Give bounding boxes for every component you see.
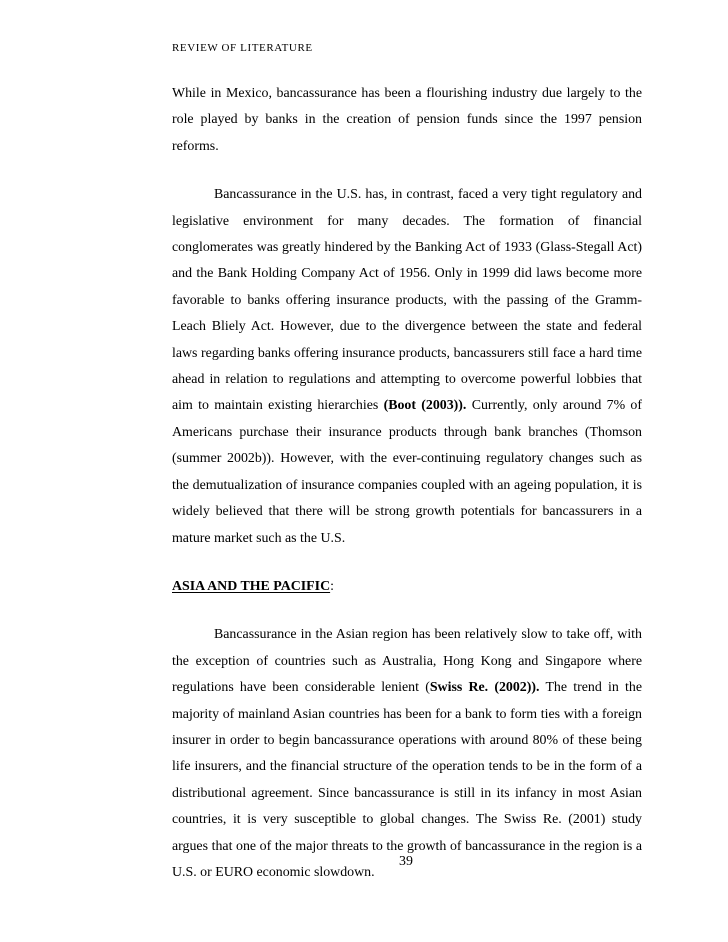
section-heading-text: ASIA AND THE PACIFIC (172, 578, 331, 594)
paragraph-text: Bancassurance in the U.S. has, in contrast, faced a very tight regulatory and legislative environment for many decades. The formation of financial conglomerates was greatly hindered by the Banking Act of 1933 (Glass-Stegall Act) and the Bank Holding Company Act of 1956. Only in 1999 did laws become more favorable to banks offering insurance products, with the passing of the Gramm-Leach Bliely Act. However, due to the divergence between the state and federal laws regarding banks offering insurance products, bancassurers still face a hard time ahead in relation to regulations and attempting to overcome powerful lobbies that aim to maintain existing hierarchies (172, 187, 642, 414)
paragraph-text: The trend in the majority of mainland Asian countries has been for a bank to form ties with a foreign insurer in order to begin bancassurance operations with around 80% of these being life insurers, and the financial structure of the operation tends to be in the form of a distributional agreement. Since bancassurance is still in its infancy in most Asian countries, it is very susceptible to global changes. The Swiss Re. (2001) study argues that one of the major threats to the growth of bancassurance in the region is a U.S. or EURO economic slowdown. (172, 680, 642, 880)
citation-swiss-re: Swiss Re. (2002)). (429, 680, 540, 696)
paragraph-gap (172, 552, 642, 574)
paragraph-asia (172, 622, 642, 886)
paragraph-gap (172, 600, 642, 622)
paragraph-gap (172, 160, 642, 182)
document-body (172, 81, 642, 886)
paragraph-text: Bancassurance in the Asian region has been relatively slow to take off, with the exception of countries such as Australia, Hong Kong and Singapore where regulations have been considerable lenient ( (172, 627, 642, 696)
citation-boot: (Boot (2003)). (383, 398, 467, 414)
paragraph-text: Currently, only around 7% of Americans purchase their insurance products through bank branches (Thomson (summer 2002b)). However, with the ever-continuing regulatory changes such as the demutualization of insurance companies coupled with an ageing population, it is widely believed that there will be strong growth potentials for bancassurers in a mature market such as the U.S. (172, 398, 642, 546)
paragraph-us-regulation (172, 182, 642, 552)
section-heading-colon: : (330, 578, 334, 594)
paragraph-mexico: While in Mexico, bancassurance has been a flourishing industry due largely to the role played by banks in the creation of pension funds since the 1997 pension reforms. (172, 86, 642, 154)
section-heading (172, 574, 642, 600)
running-header: REVIEW OF LITERATURE (172, 42, 313, 54)
page-number: 39 (399, 854, 413, 869)
